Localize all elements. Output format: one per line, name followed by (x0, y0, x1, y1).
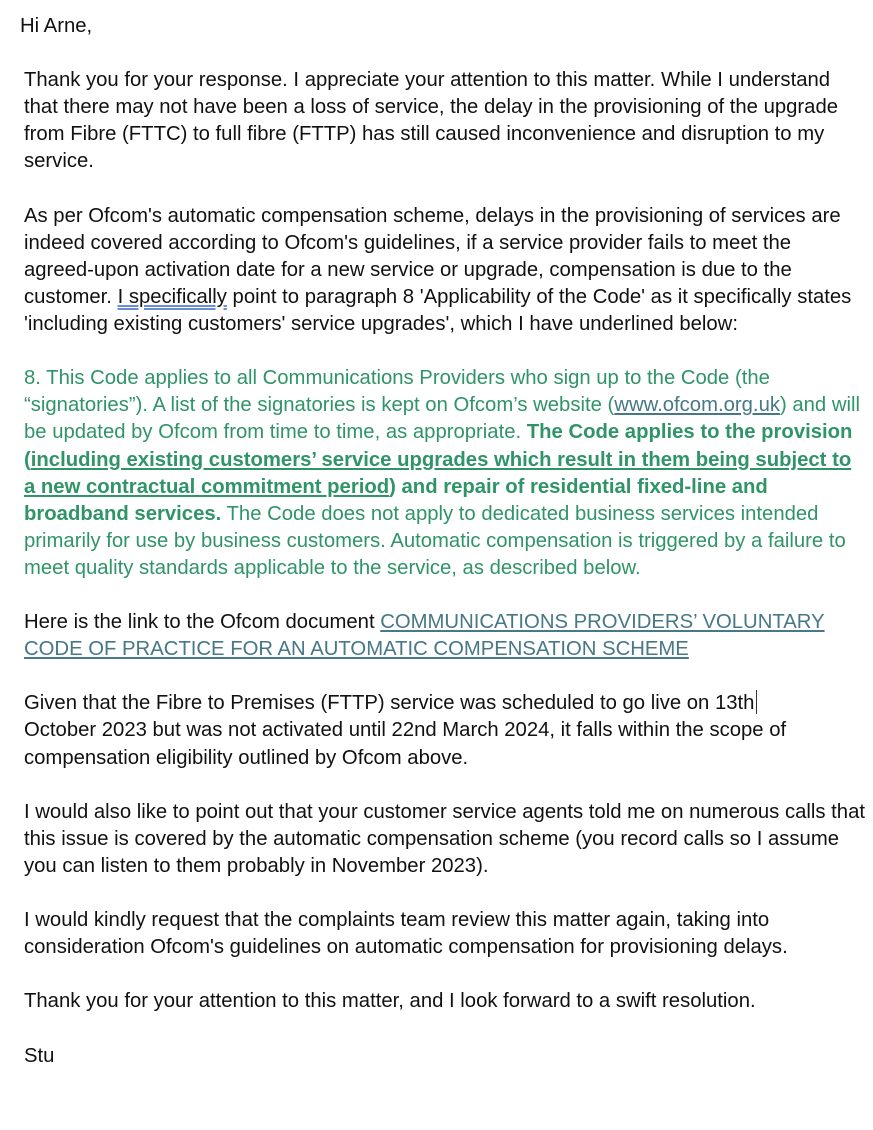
link-intro-text: Here is the link to the Ofcom document (24, 611, 381, 634)
closing-line: Thank you for your attention to this matter, and I look forward to a swift resolution. (24, 990, 756, 1013)
quote-text: ) and will be updated by Ofcom from time to time, as appropriate. (24, 394, 861, 444)
email-body[interactable] (20, 13, 865, 1097)
paragraph-scheme-text-end: point to paragraph 8 'Applicability of the Code' as it specifically states 'including existing customers' service upgrades', which I have underlined below: (24, 285, 852, 336)
dates-text-rest: October 2023 but was not activated until 22nd March 2024, it falls within the scope of compensation eligibility outlined by Ofcom above. (24, 719, 787, 769)
signature: Stu (24, 1044, 55, 1067)
text-cursor (756, 690, 757, 714)
quote-bold-end: ) and repair of residential fixed-line and broadband services. (24, 475, 768, 525)
paragraph-document-link (20, 609, 865, 663)
greeting: Hi Arne, (20, 15, 93, 37)
quote-underlined-text: including existing customers’ service upgrades which result in them being subject to a new contractual commitment period (24, 448, 852, 498)
paragraph-dates (20, 690, 865, 771)
spellcheck-flagged-text[interactable]: I specifically (117, 285, 227, 308)
paragraph-scheme-text: As per Ofcom's automatic compensation scheme, delays in the provisioning of services are indeed covered according to Ofcom's guidelines, if a service provider fails to meet the agreed-upon activation date for a new service or upgrade, compensation is due to the customer. (24, 204, 841, 308)
dates-text-line1: Given that the Fibre to Premises (FTTP) service was scheduled to go live on 13th (24, 692, 755, 715)
quote-bold-start: The Code applies to the provision ( (24, 421, 853, 471)
paragraph-request: I would kindly request that the complaints team review this matter again, taking into consideration Ofcom's guidelines on automatic compensation for provisioning delays. (24, 909, 788, 959)
quote-text: The Code does not apply to dedicated business services intended primarily for use by business customers. Automatic compensation is triggered by a failure to meet quality standards applicable to the service, as described below. (24, 502, 846, 579)
paragraph-thanks: Thank you for your response. I appreciate your attention to this matter. While I understand that there may not have been a loss of service, the delay in the provisioning of the upgrade from Fibre (FTTC) to full fibre (FTTP) has still caused inconvenience and disruption to my service. (24, 69, 839, 173)
paragraph-scheme (20, 203, 865, 338)
quote-text: 8. This Code applies to all Communications Providers who sign up to the Code (the “signatories”). A list of the signatories is kept on Ofcom’s website ( (24, 367, 770, 417)
ofcom-code-document-link[interactable]: COMMUNICATIONS PROVIDERS’ VOLUNTARY CODE OF PRACTICE FOR AN AUTOMATIC COMPENSATION SCHEME (24, 611, 825, 661)
paragraph-agents: I would also like to point out that your customer service agents told me on numerous calls that this issue is covered by the automatic compensation scheme (you record calls so I assume you can listen to them probably in November 2023). (24, 800, 865, 877)
quoted-code-paragraph (20, 365, 865, 582)
ofcom-website-link[interactable]: www.ofcom.org.uk (614, 394, 780, 417)
